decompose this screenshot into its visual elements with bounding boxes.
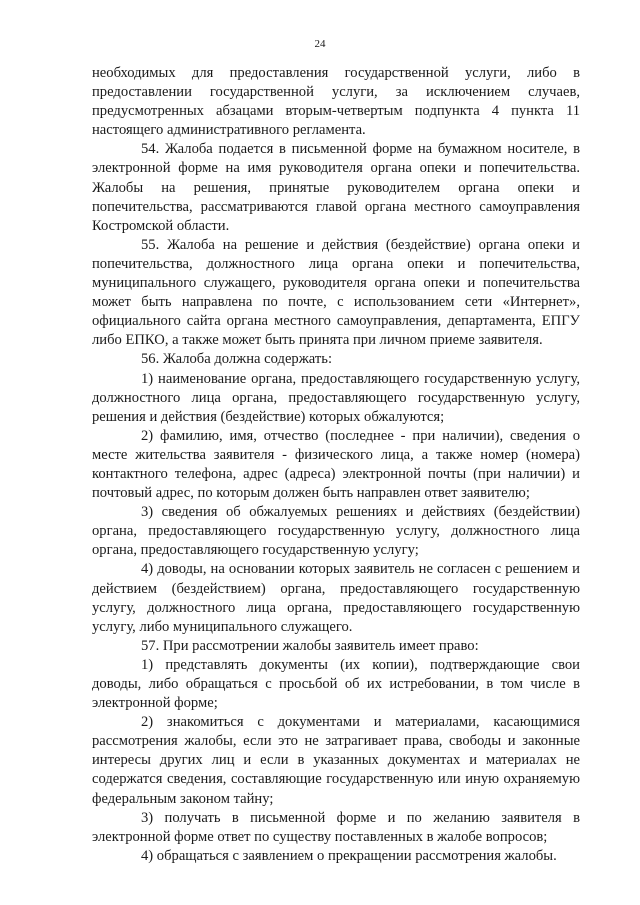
paragraph-55: 55. Жалоба на решение и действия (бездействие) органа опеки и попечительства, должностного лица органа опеки и попечительства, муниципального служащего, руководителя органа опеки и попечительства может быть направлена по почте, с использованием сети «Интернет», официального сайта органа местного самоуправления, департамента, ЕПГУ либо ЕПКО, а также может быть принята при личном приеме заявителя. xyxy=(92,236,580,349)
paragraph-57-item-4: 4) обращаться с заявлением о прекращении рассмотрения жалобы. xyxy=(141,847,557,864)
paragraph-54: 54. Жалоба подается в письменной форме на бумажном носителе, в электронной форме на имя руководителя органа опеки и попечительства. Жалобы на решения, принятые руководителем органа опеки и попечительства, рассматриваются главой органа местного самоуправления Костромской области. xyxy=(92,141,580,234)
paragraph-57-item-3: 3) получать в письменной форме и по желанию заявителя в электронной форме ответ по существу поставленных в жалобе вопросов; xyxy=(92,809,580,845)
paragraph-56-item-1: 1) наименование органа, предоставляющего государственную услугу, должностного лица органа, предоставляющего государственную услугу, решения и действия (бездействие) которых обжалуются; xyxy=(92,370,580,425)
paragraph-56-item-4: 4) доводы, на основании которых заявитель не согласен с решением и действием (бездействием) органа, предоставляющего государственную услугу, должностного лица органа, предоставляющего государственную услугу, либо муниципального служащего. xyxy=(92,561,580,635)
page-number: 24 xyxy=(314,38,326,50)
paragraph-continuation: необходимых для предоставления государственной услуги, либо в предоставлении государственной услуги, за исключением случаев, предусмотренных абзацами вторым-четвертым подпункта 4 пункта 11 настоящего административного регламента. xyxy=(92,65,580,139)
paragraph-56-item-2: 2) фамилию, имя, отчество (последнее - при наличии), сведения о месте жительства заявителя - физического лица, а также номер (номера) контактного телефона, адрес (адреса) электронной почты (при наличии) и почтовый адрес, по которым должен быть направлен ответ заявителю; xyxy=(92,427,580,502)
document-body xyxy=(92,64,580,866)
paragraph-57-item-1: 1) представлять документы (их копии), подтверждающие свои доводы, либо обращаться с просьбой об их истребовании, в том числе в электронной форме; xyxy=(92,656,580,712)
paragraph-56-item-3: 3) сведения об обжалуемых решениях и действиях (бездействии) органа, предоставляющего государственную услугу, должностного лица органа, предоставляющего государственную услугу; xyxy=(92,504,580,559)
paragraph-57: 57. При рассмотрении жалобы заявитель имеет право: xyxy=(141,637,479,654)
paragraph-57-item-2: 2) знакомиться с документами и материалами, касающимися рассмотрения жалобы, если это не затрагивает права, свободы и законные интересы других лиц и если в указанных документах и материалах не содержатся сведения, составляющие государственную или иную охраняемую федеральным законом тайну; xyxy=(92,714,580,807)
paragraph-56: 56. Жалоба должна содержать: xyxy=(141,351,332,368)
